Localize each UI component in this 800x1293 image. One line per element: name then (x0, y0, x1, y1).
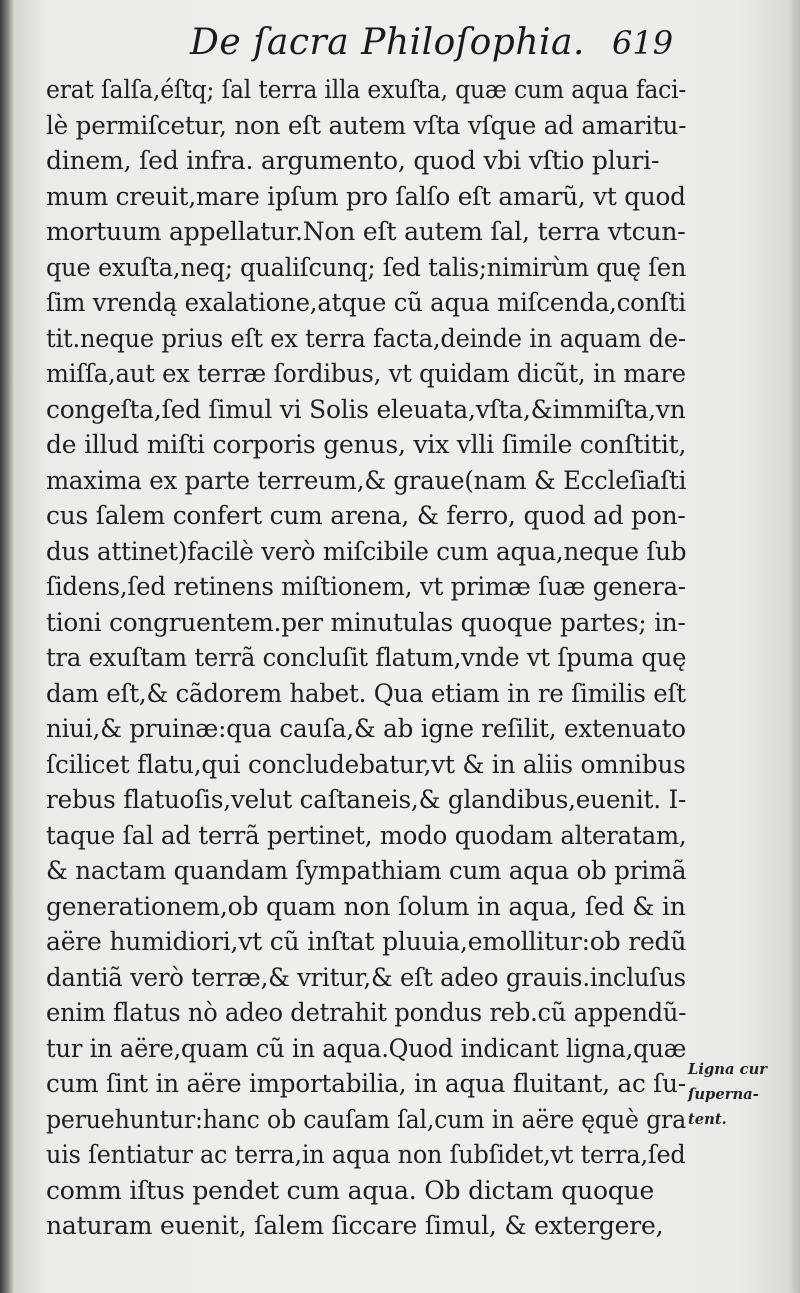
margin-note (688, 1057, 796, 1132)
text-line: dinem, ſed infra. argumento, quod vbi vſtio pluri- (46, 146, 660, 175)
text-line: tit.neque prius eſt ex terra facta,deinde in aquam de- (46, 323, 686, 353)
text-line: mum creuit,mare ipſum pro ſalſo eſt amarũ, vt quod (46, 181, 686, 211)
text-line: cus ſalem confert cum arena, & ferro, quod ad pon- (46, 501, 686, 530)
text-line: lè permiſcetur, non eſt autem vſta vſque ad amaritu- (46, 110, 687, 140)
text-line: tra exuſtam terrã concluſit flatum,vnde vt ſpuma quę (46, 643, 687, 672)
running-title: De ſacra Philoſophia. (190, 22, 585, 63)
text-line: naturam euenit, ſalem ſiccare ſimul, & extergere, (46, 1211, 664, 1240)
text-line: dus attinet)facilè verò miſcibile cum aqua,neque ſub (46, 536, 687, 566)
text-line: tioni congruentem.per minutulas quoque partes; in- (46, 607, 686, 637)
text-line: mortuum appellatur.Non eſt autem ſal, terra vtcun- (46, 217, 686, 246)
text-line: cum ſint in aëre importabilia, in aqua fluitant, ac ſu- (46, 1069, 686, 1098)
text-line: & nactam quandam ſympathiam cum aqua ob primã (46, 856, 687, 885)
page-spine-shadow (0, 0, 14, 1293)
text-line: dantiã verò terræ,& vritur,& eſt adeo grauis.incluſus (46, 962, 686, 992)
text-line: ſcilicet flatu,qui concludebatur,vt & in aliis omnibus (46, 749, 686, 779)
text-line: taque ſal ad terrã pertinet, modo quodam alteratam, (46, 820, 687, 850)
text-line: uis ſentiatur ac terra,in aqua non ſubſidet,vt terra,ſed (46, 1140, 686, 1169)
text-line: comm iſtus pendet cum aqua. Ob dictam quoque (46, 1175, 655, 1205)
text-line: erat ſalſa,éſtq; ſal terra illa exuſta, quæ cum aqua faci- (46, 75, 687, 104)
text-line: maxima ex parte terreum,& graue(nam & Eccleſiaſti (46, 465, 687, 495)
text-line: ſidens,ſed retinens miſtionem, vt primæ ſuæ genera- (46, 572, 686, 601)
text-line: peruehuntur:hanc ob cauſam ſal,cum in aëre ęquè gra (46, 1104, 686, 1134)
text-line: ſim vrendą exalatione,atque cũ aqua miſcenda,conſti (46, 288, 687, 317)
text-line: enim flatus nò adeo detrahit pondus reb.cũ appendũ- (46, 998, 687, 1027)
body-text (46, 72, 686, 1244)
text-line: rebus flatuoſis,velut caſtaneis,& glandibus,euenit. I- (46, 785, 687, 814)
margin-note-line: ſuperna- (688, 1085, 759, 1103)
margin-note-line: tent. (688, 1110, 727, 1128)
text-line: generationem,ob quam non ſolum in aqua, ſed & in (46, 891, 686, 921)
margin-note-line: Ligna cur (688, 1060, 768, 1078)
text-line: tur in aëre,quam cũ in aqua.Quod indicant ligna,quæ (46, 1033, 687, 1063)
text-line: aëre humidiori,vt cũ inſtat pluuia,emollitur:ob redũ (46, 927, 687, 956)
text-line: que exuſta,neq; qualiſcunq; ſed talis;nimirùm quę ſen (46, 252, 687, 282)
text-line: de illud miſti corporis genus, vix vlli ſimile conſtitit, (46, 430, 687, 459)
text-line: niui,& pruinæ:qua cauſa,& ab igne reſilit, extenuato (46, 714, 686, 743)
page-number: 619 (612, 24, 674, 62)
text-line: miſſa,aut ex terræ ſordibus, vt quidam dicũt, in mare (46, 359, 686, 388)
text-line: dam eſt,& cãdorem habet. Qua etiam in re ſimilis eſt (46, 678, 686, 708)
text-line: congeſta,ſed ſimul vi Solis eleuata,vſta,&immiſta,vn (46, 394, 686, 424)
